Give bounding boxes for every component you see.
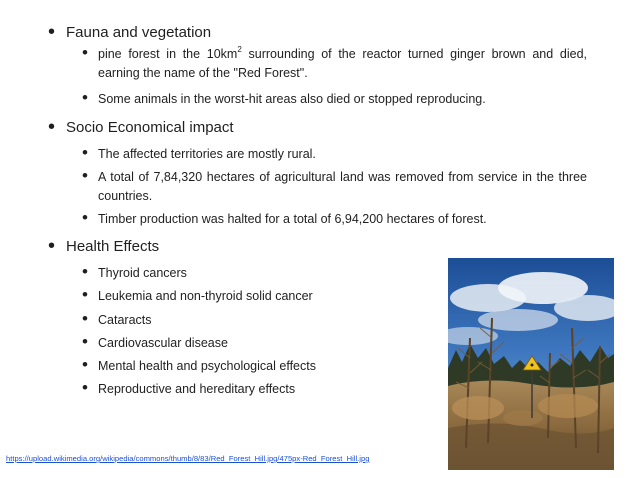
bullet: • [82, 43, 88, 62]
item-text: A total of 7,84,320 hectares of agricultural land was removed from service in the three countries. [98, 170, 587, 203]
photo-drawing [448, 258, 614, 470]
bullet: • [48, 116, 56, 138]
bullet: • [82, 143, 88, 162]
bullet: • [82, 332, 88, 351]
list-item [82, 168, 587, 206]
bullet: • [82, 285, 88, 304]
bullet: • [82, 208, 88, 227]
superscript: 2 [237, 45, 242, 54]
item-text: Reproductive and hereditary effects [98, 382, 296, 396]
list-item [82, 90, 587, 109]
bullet: • [82, 88, 88, 107]
bullet: • [82, 166, 88, 185]
item-text: Some animals in the worst-hit areas also died or stopped reproducing. [98, 92, 486, 106]
bullet: • [48, 235, 56, 257]
item-text: Leukemia and non-thyroid solid cancer [98, 289, 313, 303]
item-text: Cardiovascular disease [98, 336, 228, 350]
item-text: The affected territories are mostly rural. [98, 147, 316, 161]
heading-text: Fauna and vegetation [66, 24, 212, 41]
bullet: • [82, 378, 88, 397]
item-text-part: surrounding of the reactor turned ginger brown and died, earning the name of the "Red Forest". [98, 47, 587, 80]
list-item [82, 145, 587, 164]
item-text: Thyroid cancers [98, 266, 187, 280]
bullet: • [82, 262, 88, 281]
list-item [82, 210, 587, 229]
image-source-link[interactable]: https://upload.wikimedia.org/wikipedia/commons/thumb/8/83/Red_Forest_Hill.jpg/475px-Red_Forest_Hill.jpg [6, 454, 370, 463]
item-text-part: pine forest in the 10km [98, 47, 238, 61]
bullet: • [82, 355, 88, 374]
item-text [98, 45, 587, 83]
item-text: Cataracts [98, 313, 152, 327]
heading-text: Health Effects [66, 238, 160, 255]
item-text: Timber production was halted for a total of 6,94,200 hectares of forest. [98, 212, 487, 226]
item-text: Mental health and psychological effects [98, 359, 316, 373]
red-forest-photo [448, 258, 614, 470]
bullet: • [48, 21, 56, 43]
bullet: • [82, 309, 88, 328]
heading-text: Socio Economical impact [66, 119, 234, 136]
list-item [82, 45, 587, 83]
